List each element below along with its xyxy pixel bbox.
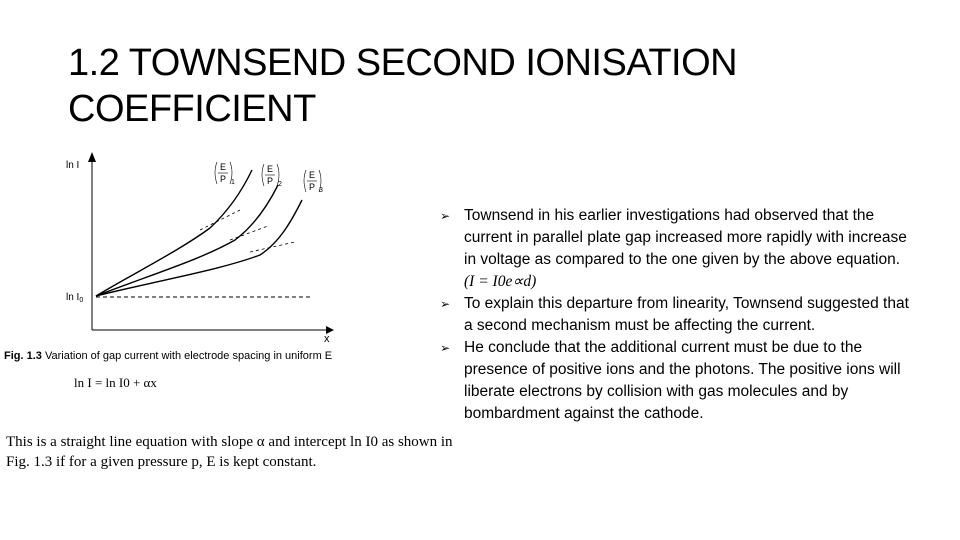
svg-text:E: E	[309, 170, 316, 180]
svg-text:P: P	[309, 182, 316, 192]
bullet-2-text: To explain this departure from linearity, Townsend suggested that a second mechanism must be affecting the current.	[464, 295, 909, 334]
y-axis-label: ln I	[66, 160, 80, 171]
curve-label-3	[304, 170, 323, 194]
figure-equation: ln I = ln I0 + αx	[74, 375, 157, 390]
svg-text:1: 1	[231, 179, 235, 186]
curve-1	[96, 170, 252, 296]
svg-text:E: E	[267, 164, 274, 174]
tangent-1	[200, 210, 240, 230]
slide-title	[68, 40, 737, 132]
bullet-arrow-icon: ➢	[440, 209, 451, 223]
y-origin-label: $\ln I_0$	[66, 292, 84, 304]
svg-text:E: E	[220, 162, 227, 172]
figure-caption	[4, 350, 332, 362]
x-axis-label: x	[324, 333, 330, 345]
title-line2: COEFFICIENT	[68, 88, 316, 130]
bullet-arrow-icon: ➢	[440, 341, 451, 355]
bullet-item-1	[440, 205, 910, 293]
bullet-item-3	[440, 337, 910, 425]
bullet-3-text: He conclude that the additional current must be due to the presence of positive ions and the photons. The positive ions will liberate electrons by collision with gas molecules and by bombardment against the cathode.	[464, 339, 901, 422]
bullet-list	[440, 205, 910, 425]
svg-text:P: P	[220, 174, 227, 184]
title-line1: TOWNSEND SECOND IONISATION	[128, 42, 738, 84]
bullet-arrow-icon: ➢	[440, 297, 451, 311]
bullet-item-2	[440, 293, 910, 337]
bullet-1-text: Townsend in his earlier investigations had observed that the current in parallel plate gap increased more rapidly with increase in voltage as compared to the one given by the above equation.	[464, 207, 907, 268]
caption-label: Fig. 1.3	[4, 350, 42, 362]
svg-text:2: 2	[278, 181, 282, 188]
curve-label-1	[215, 162, 235, 186]
curve-3	[96, 200, 302, 296]
caption-text: Variation of gap current with electrode spacing in uniform E	[41, 350, 333, 362]
svg-text:3: 3	[319, 187, 323, 194]
equation-note: This is a straight line equation with slope α and intercept ln I0 as shown in Fig. 1.3 if for a given pressure p, E is kept constant.	[6, 434, 453, 470]
y-axis-arrow	[88, 152, 96, 162]
curve-label-2	[262, 164, 282, 188]
title-number: 1.2	[68, 42, 120, 84]
curve-2	[96, 185, 278, 296]
tangent-3	[250, 242, 295, 252]
bullet-1-equation: (I = I0e∝d)	[464, 273, 537, 290]
svg-text:P: P	[267, 176, 274, 186]
